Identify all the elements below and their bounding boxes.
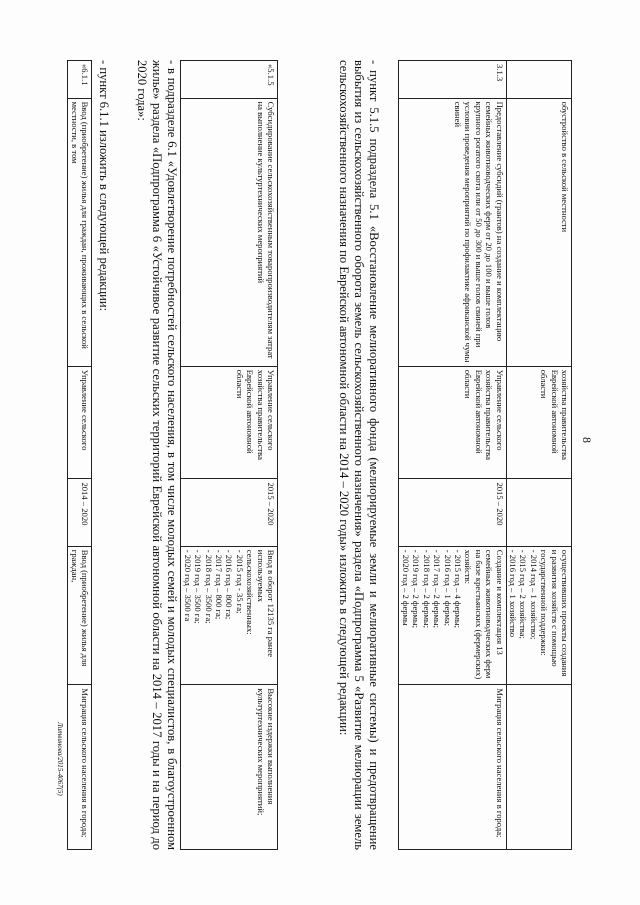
table-cell: Управление сельского хозяйства правительства Еврейской автономной области bbox=[181, 366, 278, 479]
result-item: - 2018 год – 3500 га; bbox=[203, 549, 214, 624]
table-cell bbox=[506, 479, 571, 546]
table-cell: 3.1.3 bbox=[399, 61, 506, 99]
result-item: - 2015 год – 2 хозяйства; bbox=[518, 549, 529, 639]
table-cell: Миграция сельского населения в города; bbox=[399, 685, 506, 850]
result-item: - 2015 год - 35 га; bbox=[234, 549, 245, 614]
result-item: - 2019 год – 3500 га; bbox=[193, 549, 204, 624]
table-cell: «5.1.5 bbox=[181, 61, 278, 99]
result-item: - 2019 год – 2 фермы; bbox=[411, 549, 422, 629]
table-cell: Миграция сельского населения в города; bbox=[68, 685, 92, 850]
table-cell: хозяйства правительства Еврейской автономной области bbox=[506, 366, 571, 479]
table-cell: обустройство в сельской местности bbox=[506, 98, 571, 366]
table-cell: Субсидирование сельскохозяйственным товаропроизводителям затрат на выполнение культуртехнических мероприятий bbox=[181, 98, 278, 366]
table-cell bbox=[506, 61, 571, 99]
table-cell: Предоставление субсидий (грантов) на создание и комплектацию семейных животноводческих ферм от 20 до 100 и выше голов крупного рогатого скота или от 50 до 300 и выше голов свиней при условии проведения мероприятий по профилактике африканской чумы свиней bbox=[399, 98, 506, 366]
page-number: 8 bbox=[580, 437, 594, 443]
table-cell: «6.1.1 bbox=[68, 61, 92, 99]
table-cell bbox=[506, 546, 571, 685]
table-cell: 2015 – 2020 bbox=[181, 479, 278, 546]
result-text: Ввод в оборот 12135 га ранее используемых сельскохозяйственных: bbox=[245, 549, 276, 658]
table-row bbox=[181, 61, 278, 850]
table-cell: 2015 – 2020 bbox=[399, 479, 506, 546]
document-id: Литвинова/2015-4067(5) bbox=[56, 722, 64, 796]
table-row bbox=[506, 61, 571, 850]
result-item: - 2018 год – 2 фермы; bbox=[421, 549, 432, 629]
table-cell: Высокие издержки выполнения культуртехнических мероприятий; bbox=[181, 685, 278, 850]
paragraph-5-1-5: - пункт 5.1.5 подраздела 5.1 «Восстановление мелиоративного фонда (мелиорируемые земли и мелиоративные системы) и предотвращение выбытия из сельскохозяйственного оборота земель сельскохозяйственного назначения» раздела «Подпрограмма 5 «Развитие мелиорации земель сельскохозяйственного назначения по Еврейской автономной области на 2014 – 2020 годы» изложить в следующей редакции: bbox=[337, 60, 381, 850]
result-item: - 2016 год – 1 хозяйство bbox=[507, 549, 518, 637]
measures-table-3 bbox=[67, 60, 92, 850]
result-item: - 2017 год – 800 га; bbox=[213, 549, 224, 620]
table-row bbox=[399, 61, 506, 850]
result-item: - 2015 год – 4 фермы; bbox=[452, 549, 463, 629]
table-cell bbox=[506, 685, 571, 850]
result-text: Создание и комплектация 13 семейных животноводческих ферм на базе крестьянских (фермерских) хозяйств: bbox=[463, 549, 505, 680]
result-item: - 2017 год – 2 фермы; bbox=[432, 549, 443, 629]
rotated-content bbox=[40, 32, 600, 882]
table-cell: Ввод (приобретение) жилья для граждан, bbox=[68, 546, 92, 685]
result-item: - 2020 год – 2 фермы bbox=[400, 549, 411, 626]
paragraph-6-1-1: - пункт 6.1.1 изложить в следующей редакции: bbox=[97, 60, 111, 312]
table-cell bbox=[181, 546, 278, 685]
table-cell: Управление сельского bbox=[68, 366, 92, 479]
table-cell: Управление сельского хозяйства правительства Еврейской автономной области bbox=[399, 366, 506, 479]
result-item: - 2016 год – 800 га; bbox=[224, 549, 235, 620]
measures-table-1 bbox=[399, 60, 573, 850]
result-item: - 2016 год – 1 ферма; bbox=[442, 549, 453, 627]
table-cell: 2014 – 2020 bbox=[68, 479, 92, 546]
result-text: осуществивших проекты создания и развития хозяйств с помощью государственной поддержки: bbox=[539, 549, 570, 677]
paragraph-6-1: - в подразделе 6.1 «Удовлетворение потребностей сельского населения, в том числе молодых семей и молодых специалистов, в благоустроенном жилье» раздела «Подпрограмма 6 «Устойчивое развитие сельских территорий Еврейской автономной области на 2014 – 2017 годы и на период до 2020 года»: bbox=[135, 60, 179, 850]
result-item: - 2014 год – 1 хозяйство; bbox=[528, 549, 539, 640]
table-cell bbox=[399, 546, 506, 685]
result-item: - 2020 год – 3500 га bbox=[182, 549, 193, 622]
table-cell: Ввод (приобретение) жилья для граждан, проживающих в сельской местности, в том bbox=[68, 98, 92, 366]
measures-table-2 bbox=[180, 60, 278, 850]
table-row bbox=[68, 61, 92, 850]
